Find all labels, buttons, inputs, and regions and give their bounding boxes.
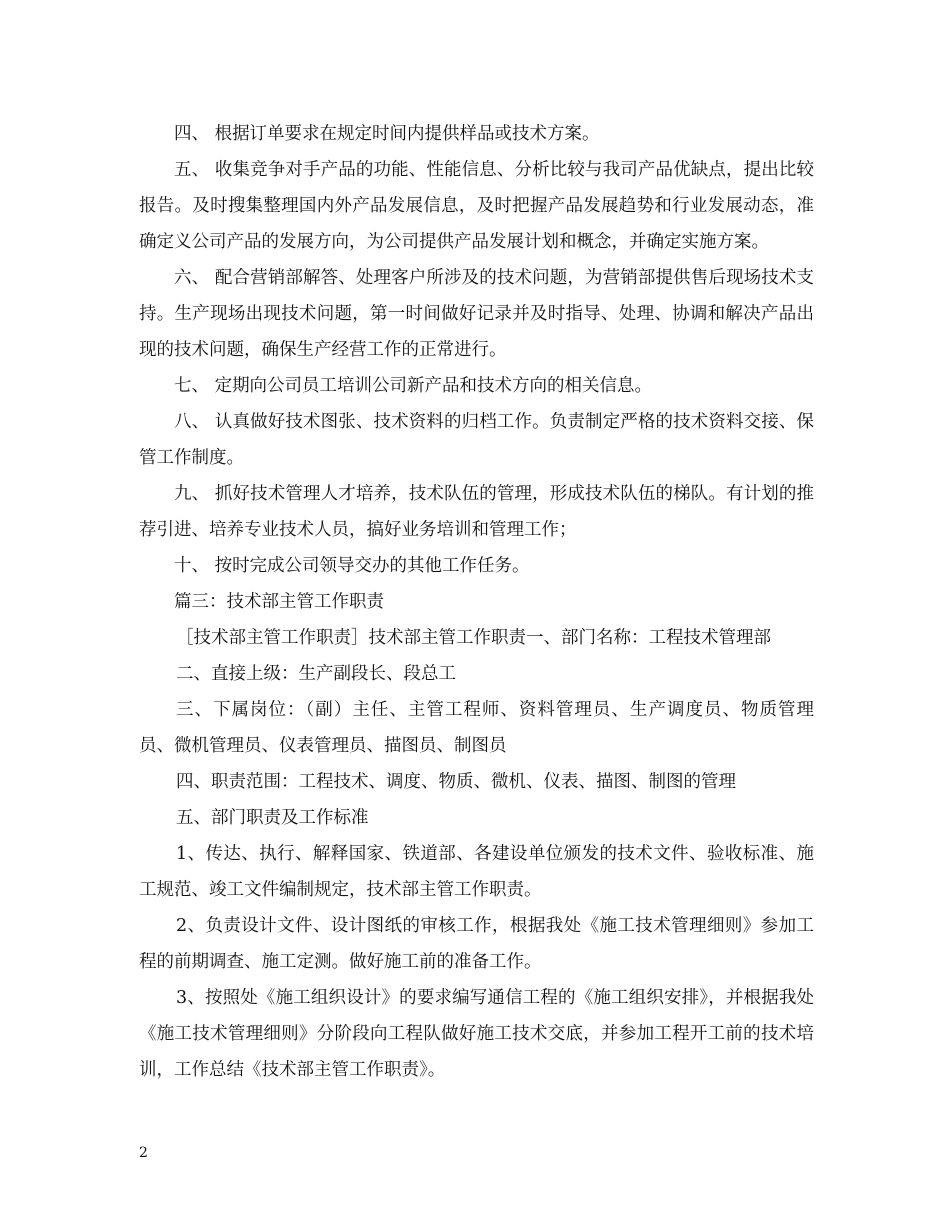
direct-superior: 二、直接上级：生产副段长、段总工 [176,664,456,684]
document-body [139,116,814,1088]
page-number: 2 [139,1145,148,1161]
paragraph-item-10: 十、 按时完成公司领导交办的其他工作任务。 [174,556,530,576]
paragraph-item-8: 八、 认真做好技术图张、技术资料的归档工作。负责制定严格的技术资料交接、保管工作制度。 [139,412,814,468]
department-duties-heading: 五、部门职责及工作标准 [176,808,369,828]
section-heading: 篇三：技术部主管工作职责 [174,592,384,612]
subordinate-positions: 三、下属岗位：（副）主任、主管工程师、资料管理员、生产调度员、物质管理员、微机管理员、仪表管理员、描图员、制图员 [139,700,814,756]
duty-item-2: 2、负责设计文件、设计图纸的审核工作，根据我处《施工技术管理细则》参加工程的前期调查、施工定测。做好施工前的准备工作。 [139,916,814,972]
duty-item-1: 1、传达、执行、解释国家、铁道部、各建设单位颁发的技术文件、验收标准、施工规范、竣工文件编制规定，技术部主管工作职责。 [139,844,814,900]
duty-item-3: 3、按照处《施工组织设计》的要求编写通信工程的《施工组织安排》，并根据我处《施工技术管理细则》分阶段向工程队做好施工技术交底，并参加工程开工前的技术培训，工作总结《技术部主管工作职责》。 [139,988,814,1080]
paragraph-item-5: 五、 收集竞争对手产品的功能、性能信息、分析比较与我司产品优缺点，提出比较报告。及时搜集整理国内外产品发展信息，及时把握产品发展趋势和行业发展动态，准确定义公司产品的发展方向，为公司提供产品发展计划和概念，并确定实施方案。 [139,160,814,252]
paragraph-item-7: 七、 定期向公司员工培训公司新产品和技术方向的相关信息。 [174,376,653,396]
paragraph-item-4: 四、 根据订单要求在规定时间内提供样品或技术方案。 [174,124,600,144]
paragraph-item-6: 六、 配合营销部解答、处理客户所涉及的技术问题，为营销部提供售后现场技术支持。生产现场出现技术问题，第一时间做好记录并及时指导、处理、协调和解决产品出现的技术问题，确保生产经营工作的正常进行。 [139,268,814,360]
section-intro: ［技术部主管工作职责］技术部主管工作职责一、部门名称：工程技术管理部 [176,628,771,648]
paragraph-item-9: 九、 抓好技术管理人才培养，技术队伍的管理，形成技术队伍的梯队。有计划的推荐引进、培养专业技术人员，搞好业务培训和管理工作； [139,484,814,540]
responsibility-scope: 四、职责范围：工程技术、调度、物质、微机、仪表、描图、制图的管理 [176,772,736,792]
